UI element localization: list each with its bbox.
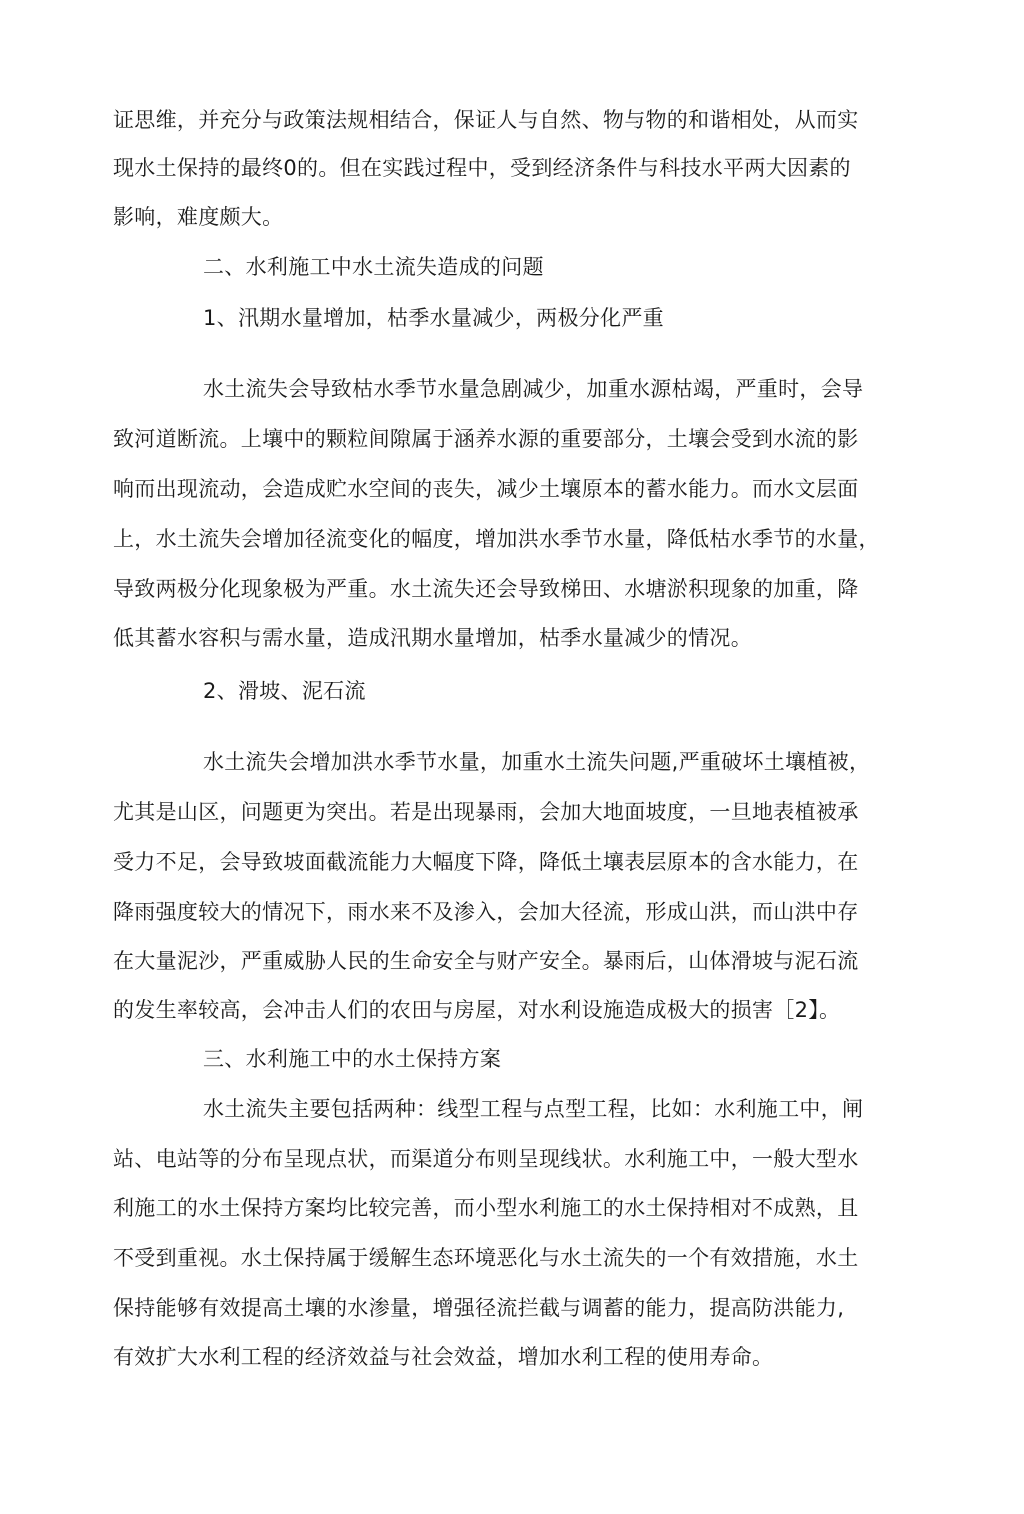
paragraph-line: 站、电站等的分布呈现点状，而渠道分布则呈现线状。水利施工中，一般大型水 xyxy=(113,1147,859,1171)
paragraph-line: 保持能够有效提高土壤的水渗量，增强径流拦截与调蓄的能力，提高防洪能力, xyxy=(113,1296,845,1320)
paragraph-line: 有效扩大水利工程的经济效益与社会效益，增加水利工程的使用寿命。 xyxy=(113,1345,774,1369)
paragraph-line: 水土流失会增加洪水季节水量，加重水土流失问题,严重破坏土壤植被， xyxy=(203,750,871,774)
paragraph-line: 不受到重视。水土保持属于缓解生态环境恶化与水土流失的一个有效措施，水土 xyxy=(113,1246,859,1270)
paragraph-line: 利施工的水土保持方案均比较完善，而小型水利施工的水土保持相对不成熟，且 xyxy=(113,1196,859,1220)
paragraph-line: 现水土保持的最终0的。但在实践过程中，受到经济条件与科技水平两大因素的 xyxy=(113,156,851,180)
paragraph-line: 在大量泥沙，严重威胁人民的生命安全与财产安全。暴雨后，山体滑坡与泥石流 xyxy=(113,949,859,973)
paragraph-line: 水土流失会导致枯水季节水量急剧减少，加重水源枯竭，严重时，会导 xyxy=(203,377,864,401)
paragraph-line: 响而出现流动，会造成贮水空间的丧失，减少土壤原本的蓄水能力。而水文层面 xyxy=(113,477,859,501)
section-heading: 三、水利施工中的水土保持方案 xyxy=(203,1047,502,1071)
paragraph-line: 受力不足，会导致坡面截流能力大幅度下降，降低土壤表层原本的含水能力，在 xyxy=(113,850,859,874)
paragraph-line: 的发生率较高，会冲击人们的农田与房屋，对水利设施造成极大的损害［2】。 xyxy=(113,998,841,1022)
paragraph-line: 降雨强度较大的情况下，雨水来不及渗入，会加大径流，形成山洪，而山洪中存 xyxy=(113,900,859,924)
paragraph-line: 低其蓄水容积与需水量，造成汛期水量增加，枯季水量减少的情况。 xyxy=(113,626,752,650)
paragraph-line: 致河道断流。上壤中的颗粒间隙属于涵养水源的重要部分，土壤会受到水流的影 xyxy=(113,427,859,451)
paragraph-line: 影响，难度颇大。 xyxy=(113,205,284,229)
subsection-heading: 2、滑坡、泥石流 xyxy=(203,679,366,703)
paragraph-line: 证思维，并充分与政策法规相结合，保证人与自然、物与物的和谐相处，从而实 xyxy=(113,108,859,132)
paragraph-line: 水土流失主要包括两种：线型工程与点型工程，比如：水利施工中，闸 xyxy=(203,1097,864,1121)
section-heading: 二、水利施工中水土流失造成的问题 xyxy=(203,255,544,279)
paragraph-line: 尤其是山区，问题更为突出。若是出现暴雨，会加大地面坡度，一旦地表植被承 xyxy=(113,800,859,824)
paragraph-line: 上，水土流失会增加径流变化的幅度，增加洪水季节水量，降低枯水季节的水量， xyxy=(113,527,880,551)
paragraph-line: 导致两极分化现象极为严重。水土流失还会导致梯田、水塘淤积现象的加重，降 xyxy=(113,577,859,601)
subsection-heading: 1、汛期水量增加，枯季水量减少，两极分化严重 xyxy=(203,306,664,330)
